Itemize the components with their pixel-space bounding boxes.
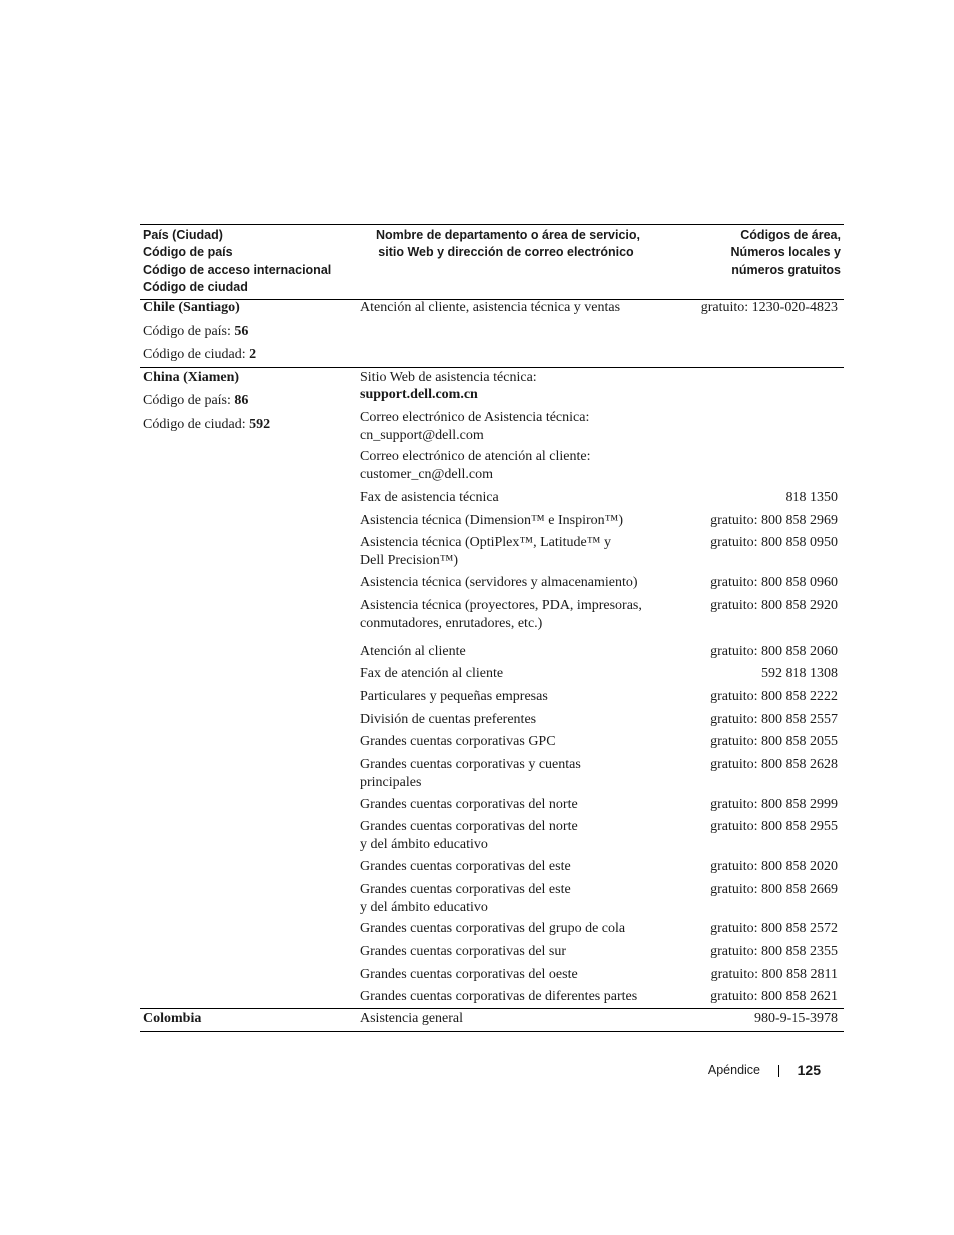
header-text: Nombre de departamento o área de servicio, xyxy=(376,228,640,242)
web-label: Sitio Web de asistencia técnica: xyxy=(360,370,537,385)
phone-number: gratuito: 800 858 2628 xyxy=(710,757,838,772)
service-name: Grandes cuentas corporativas del norte xyxy=(360,797,578,812)
service-name: Grandes cuentas corporativas del grupo de cola xyxy=(360,921,626,936)
service-name: Atención al cliente xyxy=(360,644,466,659)
phone-number: gratuito: 800 858 2355 xyxy=(710,944,838,959)
phone-number: gratuito: 800 858 2920 xyxy=(710,598,838,613)
service-name: principales xyxy=(360,774,422,790)
phone-number: gratuito: 800 858 2999 xyxy=(710,797,838,812)
service-name: Asistencia técnica (servidores y almacenamiento) xyxy=(360,575,638,590)
service-name: Grandes cuentas corporativas del sur xyxy=(360,944,567,959)
phone-number: gratuito: 800 858 2557 xyxy=(710,712,838,727)
phone-number: gratuito: 800 858 2222 xyxy=(710,689,838,704)
service-name: Grandes cuentas corporativas GPC xyxy=(360,734,556,749)
service-name: Asistencia técnica (OptiPlex™, Latitude™ y xyxy=(360,535,611,550)
header-text: País (Ciudad) xyxy=(143,228,223,242)
header-text: Código de ciudad xyxy=(143,279,248,294)
phone-number: gratuito: 800 858 2669 xyxy=(710,882,838,897)
header-text: Números locales y xyxy=(730,245,841,260)
header-text: números gratuitos xyxy=(731,262,841,277)
service-name: Grandes cuentas corporativas del norte xyxy=(360,819,578,834)
country-section-china xyxy=(140,368,844,1009)
service-name: Fax de asistencia técnica xyxy=(360,490,499,505)
service-name: cn_support@dell.com xyxy=(360,427,484,443)
phone-number: gratuito: 800 858 2060 xyxy=(710,644,838,659)
page-footer xyxy=(0,1061,954,1081)
service-name: Asistencia general xyxy=(360,1011,464,1026)
service-name: División de cuentas preferentes xyxy=(360,712,537,727)
header-text: Código de país xyxy=(143,245,233,260)
header-country-column xyxy=(143,227,331,296)
country-code: Código de país: 86 xyxy=(143,393,249,408)
service-name: Dell Precision™) xyxy=(360,552,459,568)
service-name: y del ámbito educativo xyxy=(360,899,488,915)
service-name: Grandes cuentas corporativas del este xyxy=(360,859,571,874)
table-header xyxy=(140,224,844,300)
header-number-column xyxy=(731,227,841,279)
service-name: Grandes cuentas corporativas del este xyxy=(360,882,571,897)
country-name: Colombia xyxy=(143,1011,202,1026)
service-name: Asistencia técnica (proyectores, PDA, impresoras, xyxy=(360,598,642,613)
service-name: Grandes cuentas corporativas de diferentes partes xyxy=(360,989,638,1004)
phone-number: gratuito: 800 858 2811 xyxy=(710,967,838,982)
country-name: Chile (Santiago) xyxy=(143,300,240,315)
service-name: Fax de atención al cliente xyxy=(360,666,504,681)
service-name: Grandes cuentas corporativas del oeste xyxy=(360,967,578,982)
page-number: 125 xyxy=(797,1062,821,1078)
phone-number: gratuito: 800 858 2969 xyxy=(710,513,838,528)
country-name: China (Xiamen) xyxy=(143,370,240,385)
phone-number: gratuito: 800 858 2572 xyxy=(710,921,838,936)
service-name: customer_cn@dell.com xyxy=(360,466,494,482)
country-section-chile xyxy=(140,299,844,368)
service-name: Grandes cuentas corporativas y cuentas xyxy=(360,757,581,772)
service-name: Correo electrónico de Asistencia técnica: xyxy=(360,410,590,425)
footer-section-label: Apéndice xyxy=(707,1063,760,1077)
header-text: Códigos de área, xyxy=(740,228,841,242)
footer-separator xyxy=(778,1065,779,1077)
city-code: Código de ciudad: 592 xyxy=(143,417,271,432)
header-text: sitio Web y dirección de correo electrónico xyxy=(378,245,634,260)
phone-number: gratuito: 800 858 2055 xyxy=(710,734,838,749)
web-url[interactable]: support.dell.com.cn xyxy=(360,387,478,402)
service-name: conmutadores, enrutadores, etc.) xyxy=(360,615,543,631)
service-name: Correo electrónico de atención al cliente: xyxy=(360,449,591,464)
service-name: Atención al cliente, asistencia técnica y ventas xyxy=(360,300,621,315)
phone-number: 980-9-15-3978 xyxy=(754,1011,838,1026)
phone-number: gratuito: 800 858 2020 xyxy=(710,859,838,874)
city-code: Código de ciudad: 2 xyxy=(143,347,257,362)
header-service-column xyxy=(376,227,640,262)
service-name: y del ámbito educativo xyxy=(360,836,488,852)
phone-number: gratuito: 800 858 0950 xyxy=(710,535,838,550)
phone-number: gratuito: 1230-020-4823 xyxy=(700,300,838,315)
country-section-colombia xyxy=(140,1009,844,1032)
service-name: Asistencia técnica (Dimension™ e Inspiron™) xyxy=(360,513,624,528)
phone-number: 818 1350 xyxy=(785,490,838,505)
header-text: Código de acceso internacional xyxy=(143,262,332,277)
phone-number: 592 818 1308 xyxy=(761,666,838,681)
phone-number: gratuito: 800 858 2621 xyxy=(710,989,838,1004)
phone-number: gratuito: 800 858 2955 xyxy=(710,819,838,834)
country-code: Código de país: 56 xyxy=(143,324,249,339)
service-name: Particulares y pequeñas empresas xyxy=(360,689,548,704)
phone-number: gratuito: 800 858 0960 xyxy=(710,575,838,590)
